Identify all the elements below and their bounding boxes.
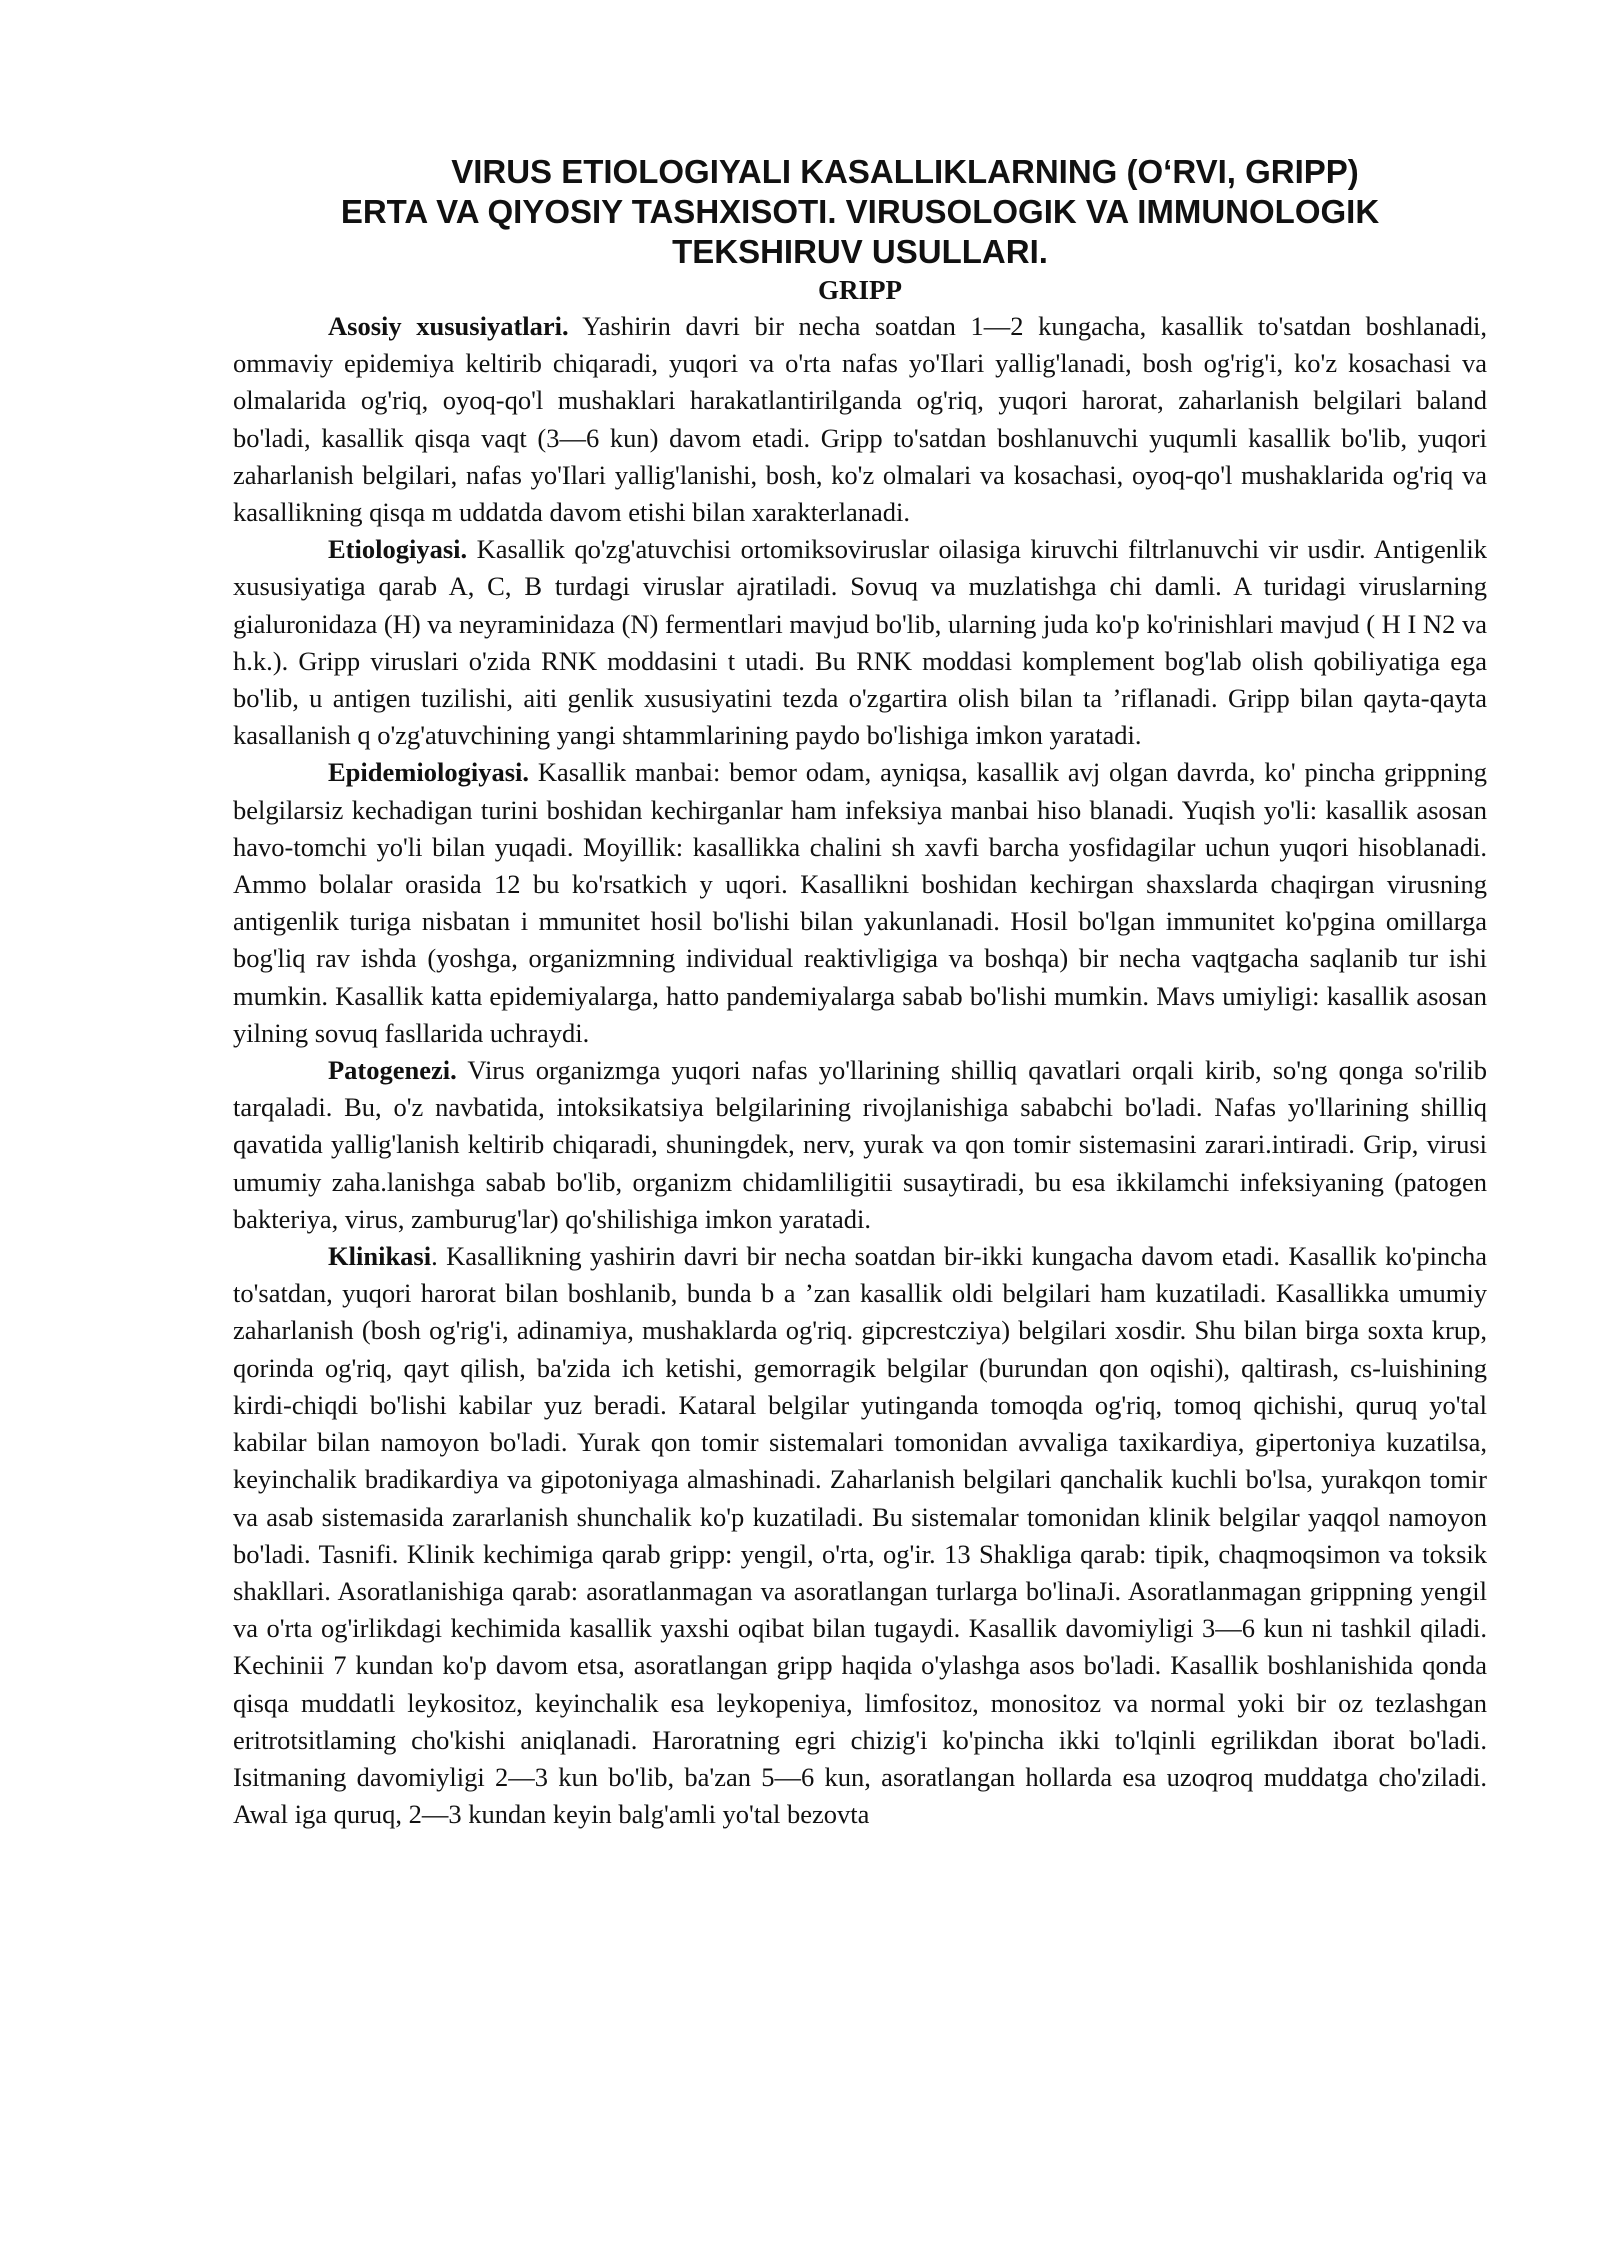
title-line-2: ERTA VA QIYOSIY TASHXISOTI. VIRUSOLOGIK VA IMMUNOLOGIK [340,193,1380,230]
paragraph-text: Kasallik manbai: bemor odam, ayniqsa, kasallik avj olgan davrda, ko' pincha grippning belgilarsiz kechadigan turini boshidan kechirganlar ham infeksiya manbai hiso blanadi. Yuqish yo'li: kasallik asosan havo-tomchi yo'li bilan yuqadi. Moyillik: kasallikka chalini sh xavfi barcha yosfidagilar uchun yuqori hisoblanadi. Ammo bolalar orasida 12 bu ko'rsatkich y uqori. Kasallikni boshidan kechirgan shaxslarda chaqirgan virusning antigenlik turiga nisbatan i mmunitet hosil bo'lishi bilan yakunlanadi. Hosil bo'lgan immunitet ko'pgina omillarga bog'liq rav ishda (yoshga, organizmning individual reaktivligiga va boshqa) bir necha vaqtgacha saqlanib tur ishi mumkin. Kasallik katta epidemiyalarga, hatto pandemiyalarga sabab bo'lishi mumkin. Mavs umiyligi: kasallik asosan yilning sovuq fasllarida uchraydi. [233,757,1487,1048]
paragraph-text: . Kasallikning yashirin davri bir necha soatdan bir-ikki kungacha davom etadi. Kasallik ko'pincha to'satdan, yuqori harorat bilan boshlanib, bunda b a ’zan kasallik oldi belgilari ham kuzatiladi. Kasallikka umumiy zaharlanish (bosh og'rig'i, adinamiya, mushaklarda og'riq. gipcrestcziya) belgilari xosdir. Shu bilan birga soxta krup, qorinda og'riq, qayt qilish, ba'zida ich ketishi, gemorragik belgilar (burundan qon oqishi), qaltirash, cs-luishining kirdi-chiqdi bo'lishi kabilar yuz beradi. Kataral belgilar yutinganda tomoqda og'riq, tomoq qichishi, quruq yo'tal kabilar bilan namoyon bo'ladi. Yurak qon tomir sistemalari tomonidan avvaliga taxikardiya, gipertoniya kuzatilsa, keyinchalik bradikardiya va gipotoniyaga almashinadi. Zaharlanish belgilari qanchalik kuchli bo'lsa, yurakqon tomir va asab sistemasida zararlanish shunchalik ko'p kuzatiladi. Bu sistemalar tomonidan klinik belgilar yaqqol namoyon bo'ladi. Tasnifi. Klinik kechimiga qarab gripp: yengil, o'rta, og'ir. 13 Shakliga qarab: tipik, chaqmoqsimon va toksik shakllari. Asoratlanishiga qarab: asoratlanmagan va asoratlangan turlarga bo'linaJi. Asoratlanmagan grippning yengil va o'rta og'irlikdagi kechimida kasallik yaxshi oqibat bilan tugaydi. Kasallik davomiyligi 3—6 kun ni tashkil qiladi. Kechinii 7 kundan ko'p davom etsa, asoratlangan gripp haqida o'ylashga asos bo'ladi. Kasallik boshlanishida qonda qisqa muddatli leykositoz, keyinchalik esa leykopeniya, limfositoz, monositoz va normal yoki bir oz tezlashgan eritrotsitlaming cho'kishi aniqlanadi. Haroratning egri chizig'i ko'pincha ikki to'lqinli egrilikdan iborat bo'ladi. Isitmaning davomiyligi 2—3 kun bo'lib, ba'zan 5—6 kun, asoratlangan hollarda esa uzoqroq muddatga cho'ziladi. Awal iga quruq, 2—3 kundan keyin balg'amli yo'tal bezovta [233,1241,1487,1830]
paragraph-asosiy-xususiyatlari [233,308,1487,531]
paragraph-heading: Epidemiologiyasi. [328,757,529,788]
paragraph-heading: Etiologiyasi. [328,534,468,565]
paragraph-etiologiyasi [233,531,1487,754]
paragraph-text: Virus organizmga yuqori nafas yo'llarining shilliq qavatlari orqali kirib, so'ng qonga so'rilib tarqaladi. Bu, o'z navbatida, intoksikatsiya belgilarining rivojlanishiga sababchi bo'ladi. Nafas yo'llarining shilliq qavatida yallig'lanish keltirib chiqaradi, shuningdek, nerv, yurak va qon tomir sistemasini zarari.intiradi. Grip, virusi umumiy zaha.lanishga sabab bo'lib, organizm chidamliligitii susaytiradi, bu esa ikkilamchi infeksiyaning (patogen bakteriya, virus, zamburug'lar) qo'shilishiga imkon yaratadi. [233,1055,1487,1234]
paragraph-patogenezi [233,1052,1487,1238]
paragraph-epidemiologiyasi [233,754,1487,1052]
paragraph-text: Kasallik qo'zg'atuvchisi ortomiksoviruslar oilasiga kiruvchi filtrlanuvchi vir usdir. Antigenlik xususiyatiga qarab A, C, B turdagi viruslar ajratiladi. Sovuq va muzlatishga chi damli. A turidagi viruslarning gialuronidaza (H) va neyraminidaza (N) fermentlari mavjud bo'lib, ularning juda ko'p ko'rinishlari mavjud ( H I N2 va h.k.). Gripp viruslari o'zida RNK moddasini t utadi. Bu RNK moddasi komplement bog'lab olish qobiliyatiga ega bo'lib, u antigen tuzilishi, aiti genlik xususiyatini tezda o'zgartira olish bilan ta ’riflanadi. Gripp bilan qayta-qayta kasallanish q o'zg'atuvchining yangi shtammlarining paydo bo'lishiga imkon yaratadi. [233,534,1487,751]
paragraph-heading: Patogenezi. [328,1055,457,1086]
title-line-3: TEKSHIRUV USULLARI. [672,233,1048,270]
section-title-gripp: GRIPP [818,275,902,305]
paragraph-klinikasi [233,1238,1487,1833]
document-page [233,152,1487,1833]
document-title [233,152,1487,272]
paragraph-text: Yashirin davri bir necha soatdan 1—2 kungacha, kasallik to'satdan boshlanadi, ommaviy epidemiya keltirib chiqaradi, yuqori va o'rta nafas yo'Ilari yallig'lanadi, bosh og'rig'i, ko'z kosachasi va olmalarida og'riq, oyoq-qo'l mushaklari harakatlantirilganda og'riq, yuqori harorat, zaharlanish belgilari baland bo'ladi, kasallik qisqa vaqt (3—6 kun) davom etadi. Gripp to'satdan boshlanuvchi yuqumli kasallik bo'lib, yuqori zaharlanish belgilari, nafas yo'Ilari yallig'lanishi, bosh, ko'z olmalari va kosachasi, oyoq-qo'l mushaklarida og'riq va kasallikning qisqa m uddatda davom etishi bilan xarakterlanadi. [233,311,1488,528]
paragraph-heading: Asosiy xususiyatlari. [328,311,569,341]
paragraph-heading: Klinikasi [328,1241,432,1272]
title-line-1: VIRUS ETIOLOGIYALI KASALLIKLARNING (OʻRVI, GRIPP) [451,153,1359,190]
